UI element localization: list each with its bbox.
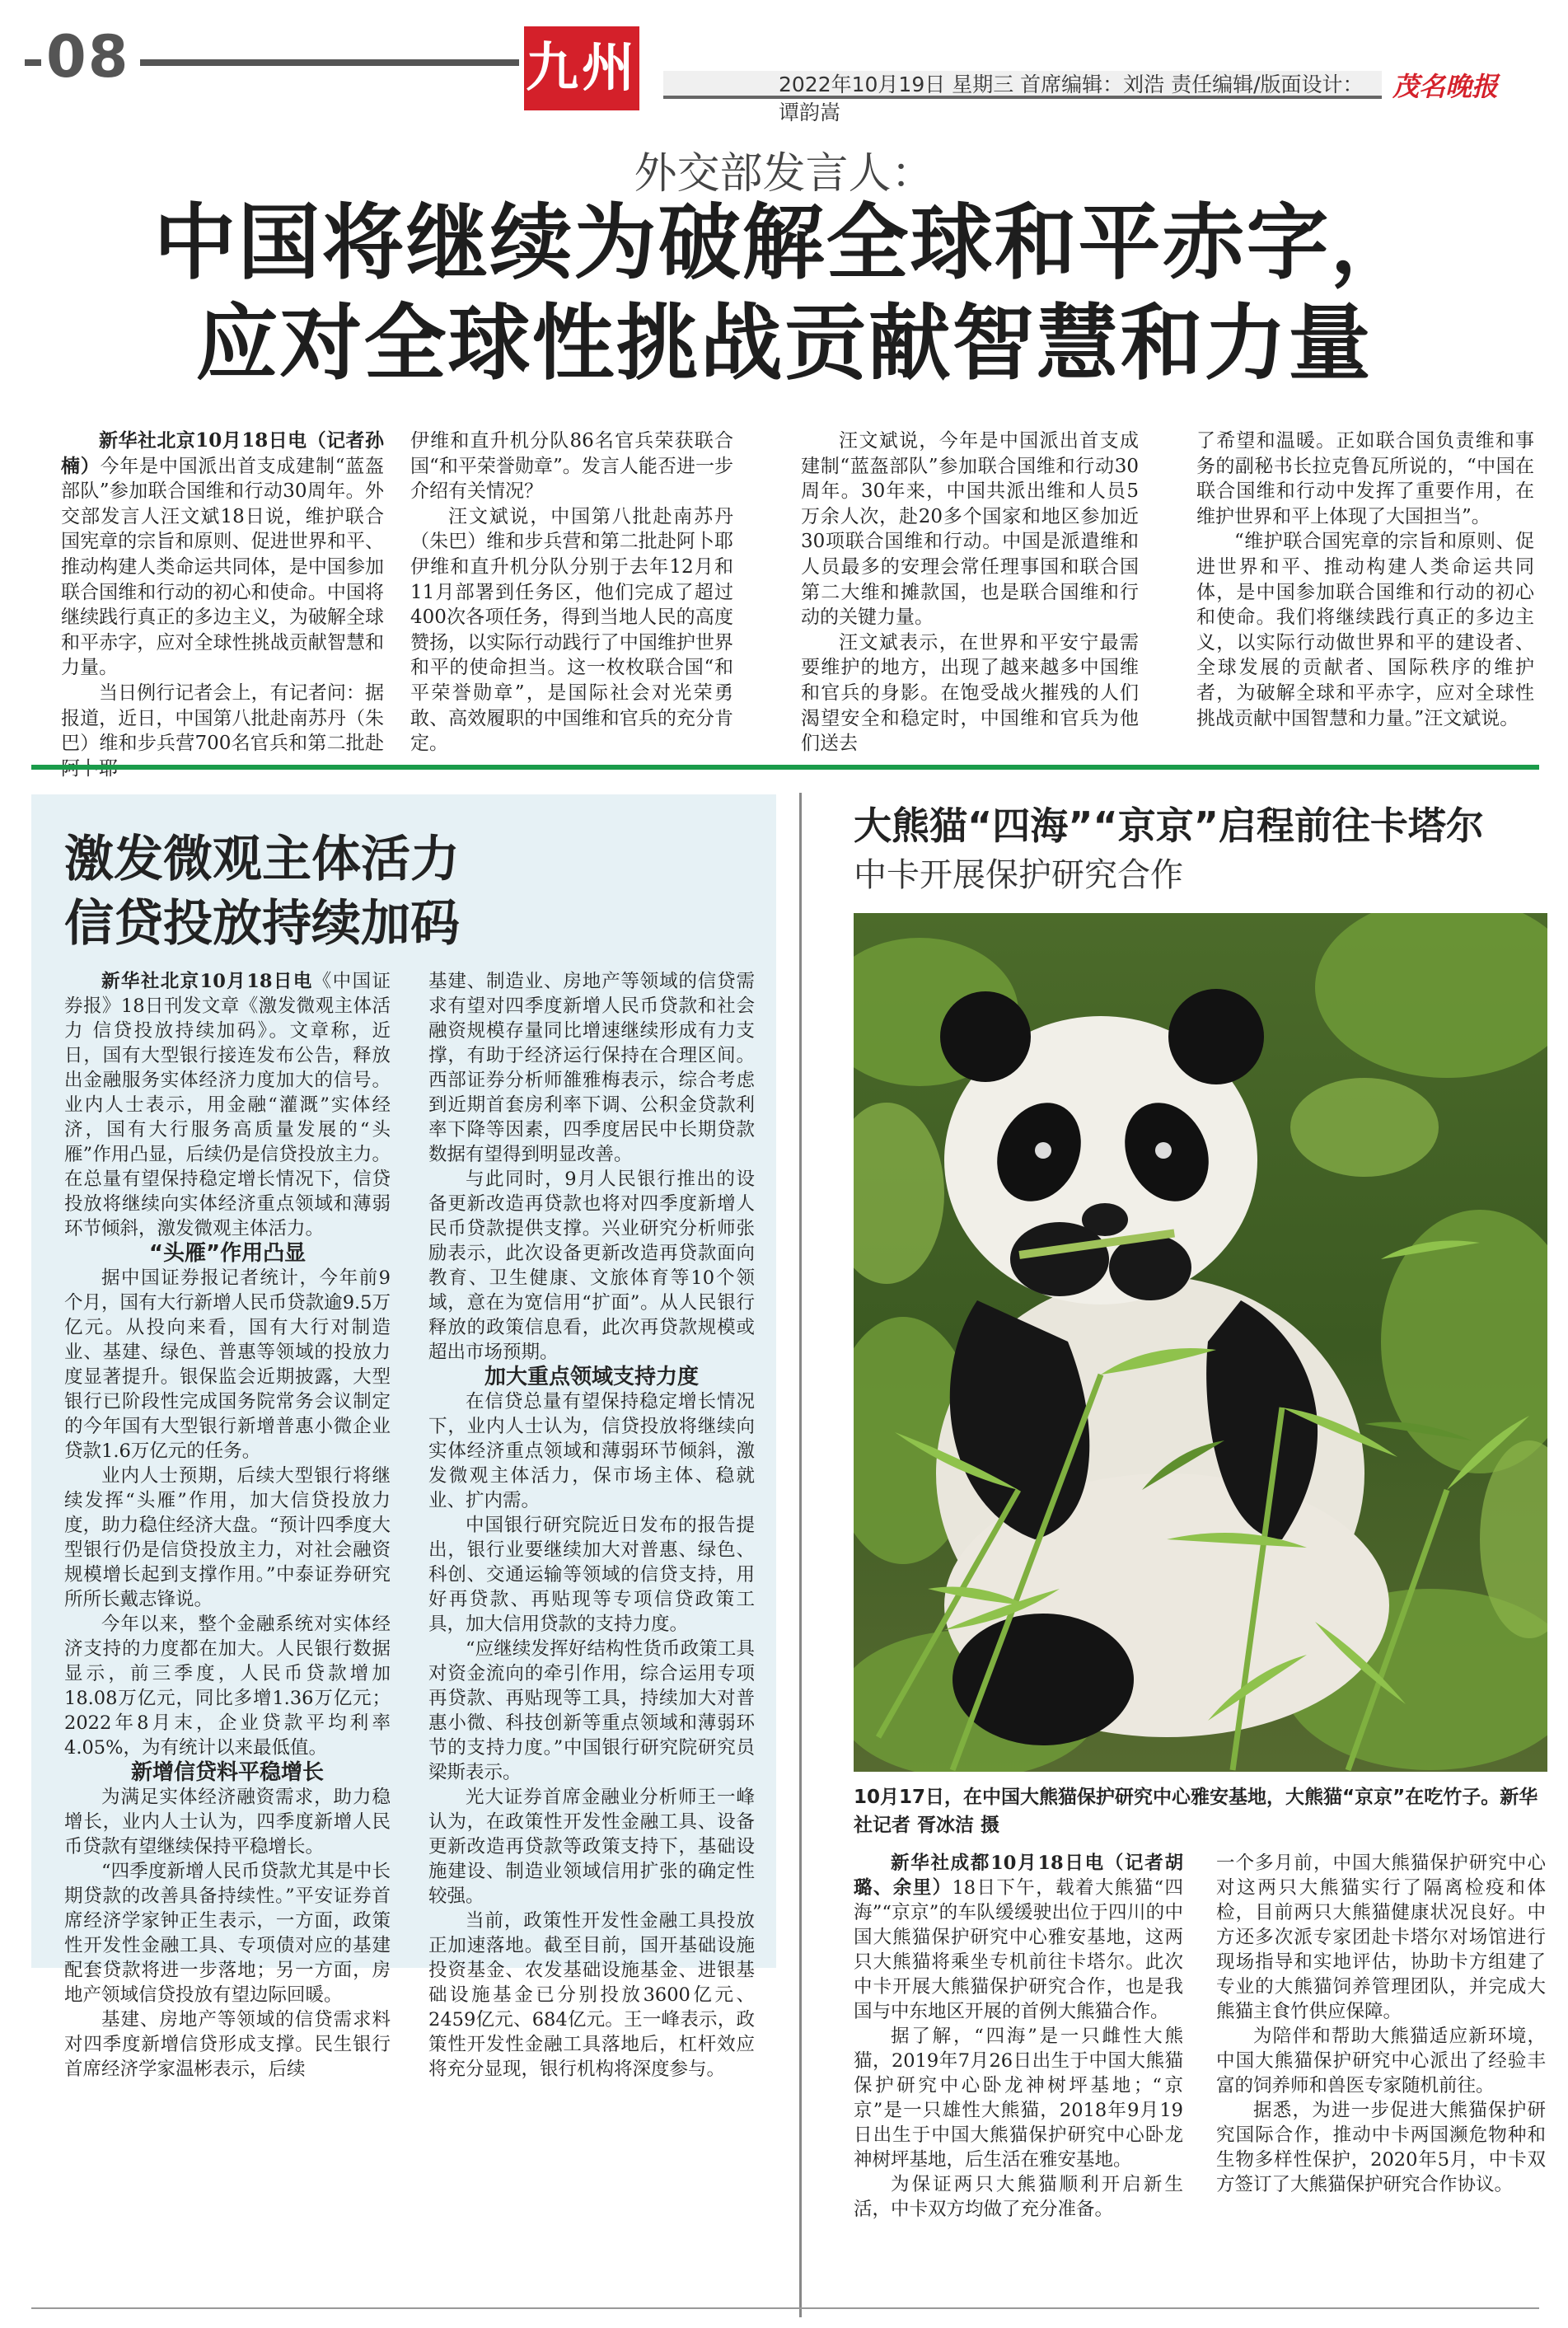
- headline-kicker: 外交部发言人：: [634, 149, 934, 199]
- credit-paragraph: 与此同时，9月人民银行推出的设备更新改造再贷款也将对四季度新增人民币贷款提供支撑。兴业研究分析师张励表示，此次设备更新改造再贷款面向教育、卫生健康、文旅体育等10个领域，意在为宽信用“扩面”。从人民银行释放的政策信息看，此次再贷款规模或超出市场预期。: [428, 1169, 755, 1363]
- credit-paragraph: “应继续发挥好结构性货币政策工具对资金流向的牵引作用，综合运用专项再贷款、再贴现等工具，持续加大对普惠小微、科技创新等重点领域和薄弱环节的支持力度。”中国银行研究院研究员梁斯表示。: [428, 1638, 755, 1783]
- lead-column-2: [410, 429, 733, 756]
- panda-paragraph: 为陪伴和帮助大熊猫适应新环境，中国大熊猫保护研究中心派出了经验丰富的饲养师和兽医专家随机前往。: [1216, 2026, 1546, 2096]
- credit-paragraph: 基建、制造业、房地产等领域的信贷需求有望对四季度新增人民币贷款和社会融资规模存量同比增速继续形成有力支撑，有助于经济运行保持在合理区间。西部证券分析师雒雅梅表示，综合考虑到近期首套房利率下调、公积金贷款利率下降等因素，四季度居民中长期贷款数据有望得到明显改善。: [428, 971, 755, 1165]
- credit-subhead: 新增信贷料平稳增长: [130, 1760, 324, 1785]
- credit-byline: 新华社北京10月18日电: [101, 971, 313, 992]
- credit-paragraph: 基建、房地产等领域的信贷需求料对四季度新增信贷形成支撑。民生银行首席经济学家温彬表示，后续: [64, 2009, 391, 2080]
- photo-caption: 10月17日，在中国大熊猫保护研究中心雅安基地，大熊猫“京京”在吃竹子。新华社记者 胥冰洁 摄: [854, 1787, 1538, 1836]
- lead-byline: 新华社北京10月18日电（记者孙楠）: [61, 429, 384, 477]
- credit-paragraph: 今年以来，整个金融系统对实体经济支持的力度都在加大。人民银行数据显示，前三季度，人民币贷款增加18.08万亿元，同比多增1.36万亿元；2022年8月末，企业贷款平均利率4.05%，为有统计以来最低值。: [64, 1614, 391, 1759]
- credit-paragraph: 在信贷总量有望保持稳定增长情况下，业内人士认为，信贷投放将继续向实体经济重点领域和薄弱环节倾斜，激发微观主体活力，保市场主体、稳就业、扩内需。: [428, 1391, 755, 1511]
- column-divider: [799, 793, 802, 2317]
- lead-column-4: [1196, 429, 1534, 731]
- panda-paragraph: 为保证两只大熊猫顺利开启新生活，中卡双方均做了充分准备。: [854, 2174, 1183, 2220]
- panda-paragraph: 18日下午，载着大熊猫“四海”“京京”的车队缓缓驶出位于四川的中国大熊猫保护研究中心雅安基地，这两只大熊猫将乘坐专机前往卡塔尔。此次中卡开展大熊猫保护研究合作，也是我国与中东地区开展的首例大熊猫合作。: [854, 1877, 1183, 2022]
- credit-subhead: “头雁”作用凸显: [148, 1241, 307, 1266]
- panda-story-subtitle: 中卡开展保护研究合作: [854, 856, 1183, 894]
- credit-title-line-1: 激发微观主体活力: [64, 831, 460, 888]
- credit-paragraph: 据中国证券报记者统计，今年前9个月，国有大行新增人民币贷款逾9.5万亿元。从投向来看，国有大行对制造业、基建、绿色、普惠等领域的投放力度显著提升。银保监会近期披露，大型银行已阶段性完成国务院常务会议制定的今年国有大型银行新增普惠小微企业贷款1.6万亿元的任务。: [64, 1267, 391, 1462]
- credit-paragraph: 中国银行研究院近日发布的报告提出，银行业要继续加大对普惠、绿色、科创、交通运输等领域的信贷支持，用好再贷款、再贴现等专项信贷政策工具，加大信用贷款的支持力度。: [428, 1515, 755, 1635]
- credit-paragraph: 《中国证券报》18日刊发文章《激发微观主体活力 信贷投放持续加码》。文章称，近日，国有大型银行接连发布公告，释放出金融服务实体经济力度加大的信号。业内人士表示，用金融“灌溉”实体经济，国有大行服务高质量发展的“头雁”作用凸显，后续仍是信贷投放主力。在总量有望保持稳定增长情况下，信贷投放将继续向实体经济重点领域和薄弱环节倾斜，激发微观主体活力。: [64, 971, 391, 1239]
- panda-column-2: [1216, 1851, 1546, 2197]
- paper-logo: 茂名晚报: [1392, 71, 1499, 102]
- section-divider: [31, 765, 1539, 770]
- panda-paragraph: 据悉，为进一步促进大熊猫保护研究国际合作，推动中卡两国濒危物种和生物多样性保护，2020年5月，中卡双方签订了大熊猫保护研究合作协议。: [1216, 2100, 1546, 2195]
- headline-line-1: 中国将继续为破解全球和平赤字，: [153, 194, 1415, 291]
- lead-column-1: [61, 429, 384, 781]
- lead-column-3: [801, 429, 1139, 756]
- credit-paragraph: “四季度新增人民币贷款尤其是中长期贷款的改善具备持续性。”平安证券首席经济学家钟正生表示，一方面，政策性开发性金融工具、专项债对应的基建配套贷款将进一步落地；另一方面，房地产领域信贷投放有望边际回暖。: [64, 1861, 391, 2006]
- credit-paragraph: 业内人士预期，后续大型银行将继续发挥“头雁”作用，加大信贷投放力度，助力稳住经济大盘。“预计四季度大型银行仍是信贷投放主力，对社会融资规模增长起到支撑作用。”中泰证券研究所所长戴志锋说。: [64, 1465, 391, 1610]
- lead-paragraph: 当日例行记者会上，有记者问：据报道，近日，中国第八批赴南苏丹（朱巴）维和步兵营700名官兵和第二批赴: [61, 682, 384, 755]
- panda-paragraph: 一个多月前，中国大熊猫保护研究中心对这两只大熊猫实行了隔离检疫和体检，目前两只大熊猫健康状况良好。中方还多次派专家团赴卡塔尔对场馆进行现场指导和实地评估，协助卡方组建了专业的大熊猫饲养管理团队，并完成大熊猫主食竹供应保障。: [1216, 1853, 1546, 2022]
- section-label: 九州: [524, 26, 639, 110]
- credit-subhead: 加大重点领域支持力度: [484, 1365, 699, 1389]
- credit-paragraph: 为满足实体经济融资需求，助力稳增长，业内人士认为，四季度新增人民币贷款有望继续保持平稳增长。: [64, 1787, 391, 1857]
- panda-paragraph: 据了解，“四海”是一只雌性大熊猫，2019年7月26日出生于中国大熊猫保护研究中心卧龙神树坪基地；“京京”是一只雄性大熊猫，2018年9月19日出生于中国大熊猫保护研究中心卧龙神树坪基地，后生活在雅安基地。: [854, 2026, 1183, 2171]
- credit-paragraph: 当前，政策性开发性金融工具投放正加速落地。截至目前，国开基础设施投资基金、农发基础设施基金、进银基础设施基金已分别投放3600亿元、2459亿元、684亿元。王一峰表示，政策性开发性金融工具落地后，杠杆效应将充分显现，银行机构将深度参与。: [428, 1910, 755, 2080]
- dateline: 2022年10月19日 星期三 首席编辑：刘浩 责任编辑/版面设计：谭韵嵩: [663, 71, 1382, 99]
- credit-title-line-2: 信贷投放持续加码: [64, 895, 460, 953]
- headline-line-2: 应对全球性挑战贡献智慧和力量: [195, 295, 1373, 391]
- panda-byline: 新华社成都10月18日电（记者胡璐、余里）: [854, 1853, 1183, 1899]
- lead-paragraph: 了希望和温暖。正如联合国负责维和事务的副秘书长拉克鲁瓦所说的，“中国在联合国维和行动中发挥了重要作用，在维护世界和平上体现了大国担当”。: [1196, 430, 1534, 527]
- page-bottom-rule: [31, 2307, 1539, 2309]
- credit-column-1: [64, 969, 391, 2082]
- lead-paragraph: 今年是中国派出首支成建制“蓝盔部队”参加联合国维和行动30周年。外交部发言人汪文斌18日说，维护联合国宪章的宗旨和原则、促进世界和平、推动构建人类命运共同体，是中国参加联合国维和行动的初心和使命。中国将继续践行真正的多边主义，为破解全球和平赤字，应对全球性挑战贡献智慧和力量。: [61, 455, 384, 679]
- panda-column-1: [854, 1851, 1183, 2222]
- credit-column-2: [428, 969, 755, 2082]
- lead-paragraph: 汪文斌说，中国第八批赴南苏丹（朱巴）维和步兵营和第二批赴阿卜耶伊维和直升机分队分别于去年12月和11月部署到任务区，他们完成了超过400次各项任务，得到当地人民的高度赞扬，以实际行动践行了中国维护世界和平的使命担当。这一枚枚联合国“和平荣誉勋章”，是国际社会对光荣勇敢、高效履职的中国维和官兵的充分肯定。: [410, 505, 733, 755]
- lead-paragraph: 汪文斌说，今年是中国派出首支成建制“蓝盔部队”参加联合国维和行动30周年。30年来，中国共派出维和人员5万余人次，赴20多个国家和地区参加近30项联合国维和行动。中国是派遣维和人员最多的安理会常任理事国和联合国第二大维和摊款国，也是联合国维和行动的关键力量。: [801, 430, 1139, 629]
- masthead-rule: [140, 59, 519, 66]
- lead-paragraph: “维护联合国宪章的宗旨和原则、促进世界和平、推动构建人类命运共同体，是中国参加联合国维和行动的初心和使命。我们将继续践行真正的多边主义，以实际行动做世界和平的建设者、全球发展的贡献者、国际秩序的维护者，为破解全球和平赤字，应对全球性挑战贡献中国智慧和力量。”汪文斌说。: [1196, 531, 1534, 729]
- page-number-dash: [25, 59, 41, 66]
- lead-paragraph: 伊维和直升机分队86名官兵荣获联合国“和平荣誉勋章”。发言人能否进一步介绍有关情况？: [410, 430, 733, 503]
- panda-story-title: 大熊猫“四海”“京京”启程前往卡塔尔: [854, 803, 1484, 848]
- page-number: 08: [46, 23, 130, 91]
- credit-paragraph: 光大证券首席金融业分析师王一峰认为，在政策性开发性金融工具、设备更新改造再贷款等政策支持下，基础设施建设、制造业领域信用扩张的确定性较强。: [428, 1787, 755, 1907]
- credit-story-title: [64, 827, 460, 956]
- panda-photo: [854, 913, 1547, 1772]
- lead-paragraph: 汪文斌表示，在世界和平安宁最需要维护的地方，出现了越来越多中国维和官兵的身影。在饱受战火摧残的人们渴望安全和稳定时，中国维和官兵为他们送去: [801, 631, 1139, 755]
- main-headline: [33, 193, 1535, 394]
